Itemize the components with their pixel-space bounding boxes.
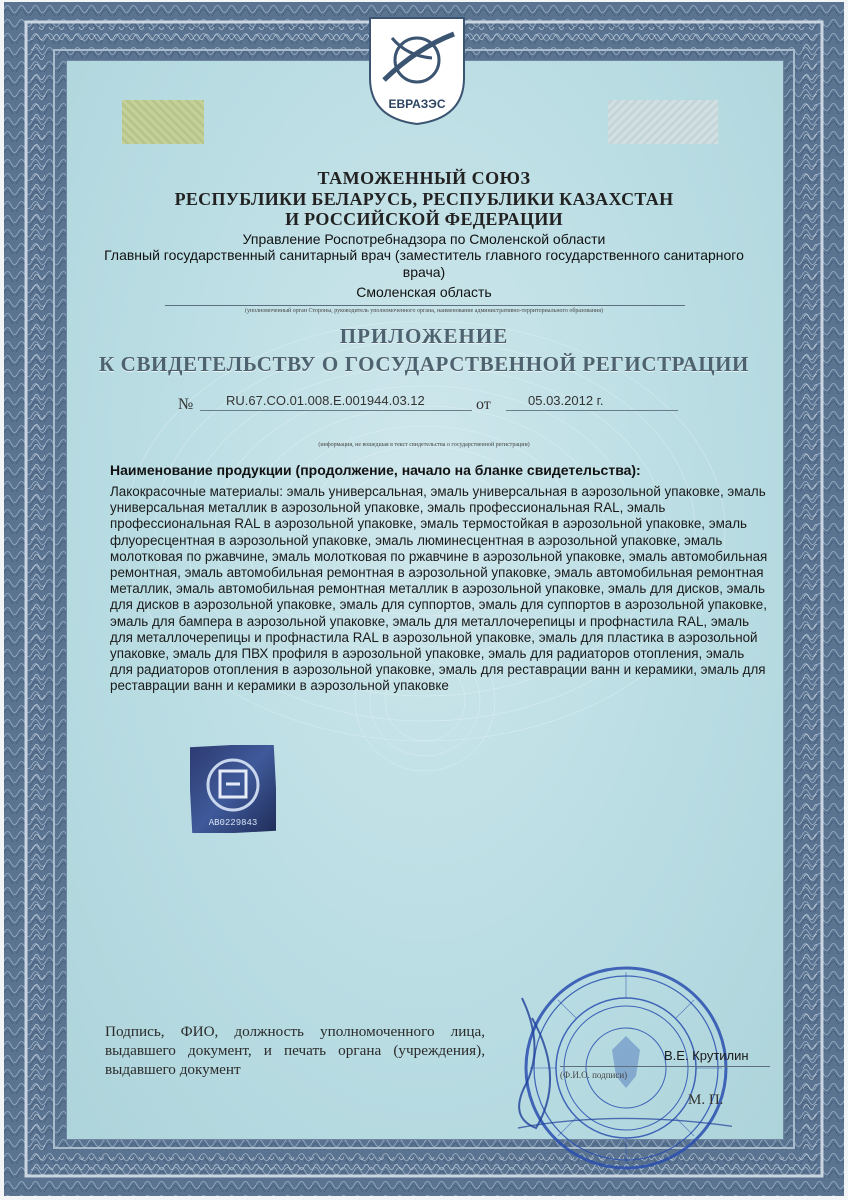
signature-caption: (Ф.И.О. подписи) [560, 1070, 628, 1080]
hologram-sticker [190, 745, 276, 833]
number-label: № [178, 396, 194, 413]
signer-name: В.Е. Крутилин [664, 1048, 749, 1063]
registration-number: RU.67.CO.01.008.E.001944.03.12 [226, 393, 425, 408]
security-strip-left [122, 100, 204, 144]
date-underline [506, 410, 678, 411]
security-strip-right [608, 100, 718, 144]
registration-caption: (информация, не вошедшая в текст свидетельства о государственной регистрации) [318, 442, 530, 448]
emblem-text: ЕВРАЗЭС [388, 97, 446, 111]
product-heading: Наименование продукции (продолжение, начало на бланке свидетельства): [110, 462, 641, 478]
authority-name: Управление Роспотребнадзора по Смоленской области [242, 231, 606, 247]
signature-label: Подпись, ФИО, должность уполномоченного лица, выдавшего документ, и печать органа (учреждения), выдавшего документ [105, 1023, 485, 1078]
seal-mark: М. П. [688, 1092, 724, 1108]
number-underline [200, 410, 472, 411]
authority-caption: (уполномоченный орган Стороны, руководитель уполномоченного органа, наименование административно-территориального образования) [245, 308, 603, 314]
union-title-line1: ТАМОЖЕННЫЙ СОЮЗ [317, 168, 531, 188]
union-title-line3: И РОССИЙСКОЙ ФЕДЕРАЦИИ [285, 209, 563, 229]
registration-date: 05.03.2012 г. [528, 393, 604, 408]
eurasec-emblem [362, 8, 472, 128]
product-description: Лакокрасочные материалы: эмаль универсальная, эмаль универсальная в аэрозольной упаковке, эмаль универсальная металлик в аэрозольной упаковке, эмаль профессиональная RAL, эмаль профессиональная RAL в аэрозольной упаковке, эмаль термостойкая в аэрозольной упаковке, эмаль флуоресцентная в аэрозольной упаковке, эмаль люминесцентная в аэрозольной упаковке, эмаль молотковая по ржавчине, эмаль молотковая по ржавчине в аэрозольной упаковке, эмаль автомобильная ремонтная, эмаль автомобильная ремонтная в аэрозольной упаковке, эмаль автомобильная ремонтная металлик, эмаль автомобильная ремонтная металлик в аэрозольной упаковке, эмаль для дисков, эмаль для дисков в аэрозольной упаковке, эмаль для суппортов, эмаль для суппортов в аэрозольной упаковке, эмаль для бампера в аэрозольной упаковке, эмаль для металлочерепицы и профнастила RAL, эмаль для металлочерепицы и профнастила RAL в аэрозольной упаковке, эмаль для пластика в аэрозольной упаковке, эмаль для ПВХ профиля в аэрозольной упаковке, эмаль для радиаторов отопления, эмаль для радиаторов отопления в аэрозольной упаковке, эмаль для реставрации ванн и керамики, эмаль для реставрации ванн и керамики в аэрозольной упаковке [110, 484, 768, 694]
document-subtitle: К СВИДЕТЕЛЬСТВУ О ГОСУДАРСТВЕННОЙ РЕГИСТРАЦИИ [99, 352, 749, 376]
hologram-serial: AB0229843 [208, 818, 258, 828]
date-label: от [476, 396, 491, 413]
authority-official: Главный государственный санитарный врач (заместитель главного государственного санитарного врача) [104, 247, 744, 280]
signature-underline [560, 1066, 770, 1067]
document-title: ПРИЛОЖЕНИЕ [339, 324, 509, 348]
authority-underline [165, 305, 685, 306]
official-stamp [506, 958, 732, 1178]
authority-region: Смоленская область [356, 284, 492, 300]
union-title-line2: РЕСПУБЛИКИ БЕЛАРУСЬ, РЕСПУБЛИКИ КАЗАХСТАН [174, 189, 674, 209]
